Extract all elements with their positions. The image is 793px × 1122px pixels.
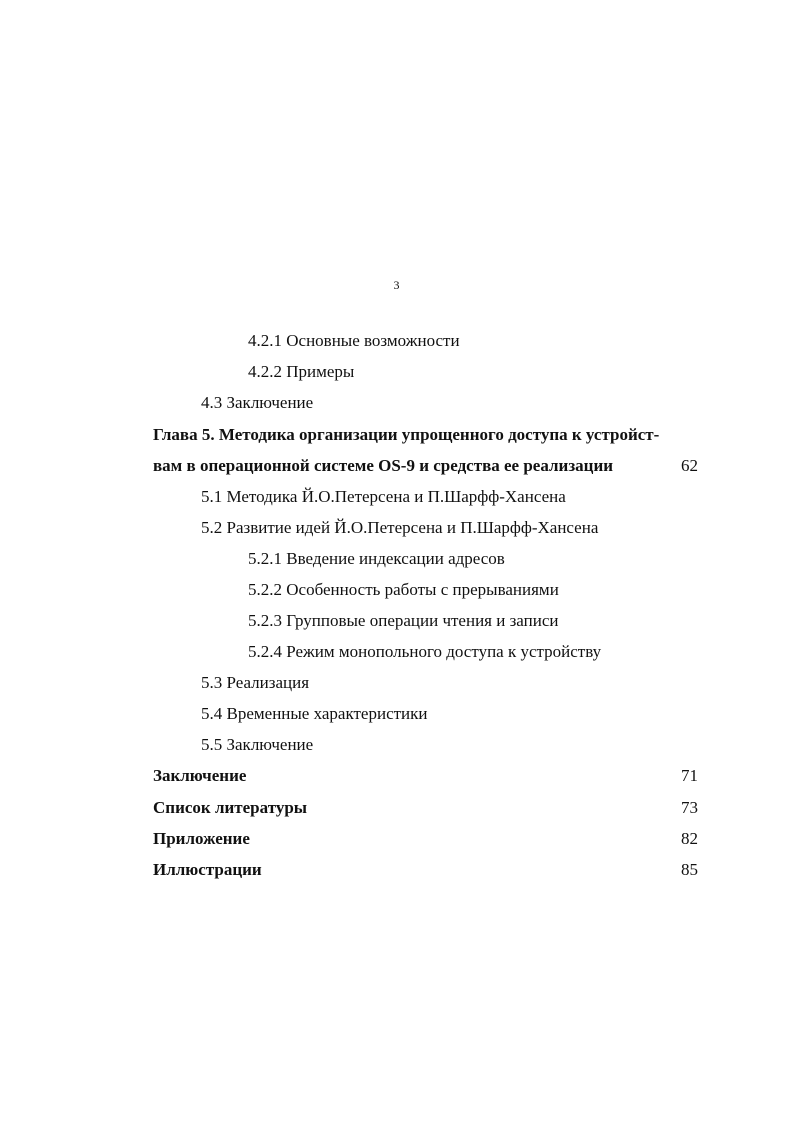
toc-conclusion-page: 71 bbox=[681, 766, 698, 785]
toc-entry-4-3: 4.3 Заключение bbox=[201, 393, 314, 412]
toc-entry-5-2-1: 5.2.1 Введение индексации адресов bbox=[248, 549, 505, 568]
toc-appendix-page: 82 bbox=[681, 829, 698, 848]
toc-entry-5-2-2: 5.2.2 Особенность работы с прерываниями bbox=[248, 580, 559, 599]
toc-entry-5-3: 5.3 Реализация bbox=[201, 673, 310, 692]
toc-appendix: Приложение bbox=[153, 829, 250, 848]
toc-references-page: 73 bbox=[681, 798, 698, 817]
page-number: 3 bbox=[393, 278, 400, 292]
toc-chapter-5-page: 62 bbox=[681, 456, 698, 475]
toc-entry-5-2-4: 5.2.4 Режим монопольного доступа к устройству bbox=[248, 642, 602, 661]
toc-illustrations-page: 85 bbox=[681, 860, 698, 879]
toc-references: Список литературы bbox=[153, 798, 308, 817]
toc-chapter-5-line1: Глава 5. Методика организации упрощенного доступа к устройст- bbox=[153, 425, 660, 444]
toc-chapter-5-line2: вам в операционной системе OS-9 и средства ее реализации bbox=[153, 456, 614, 475]
toc-entry-5-5: 5.5 Заключение bbox=[201, 735, 314, 754]
toc-entry-4-2-2: 4.2.2 Примеры bbox=[248, 362, 355, 381]
toc-entry-5-4: 5.4 Временные характеристики bbox=[201, 704, 428, 723]
toc-entry-4-2-1: 4.2.1 Основные возможности bbox=[248, 331, 460, 350]
toc-entry-5-2: 5.2 Развитие идей Й.О.Петерсена и П.Шарфф-Хансена bbox=[201, 518, 599, 537]
toc-entry-5-2-3: 5.2.3 Групповые операции чтения и записи bbox=[248, 611, 559, 630]
toc-illustrations: Иллюстрации bbox=[153, 860, 262, 879]
toc-conclusion: Заключение bbox=[153, 766, 247, 785]
toc-entry-5-1: 5.1 Методика Й.О.Петерсена и П.Шарфф-Хансена bbox=[201, 487, 566, 506]
table-of-contents bbox=[0, 325, 793, 895]
